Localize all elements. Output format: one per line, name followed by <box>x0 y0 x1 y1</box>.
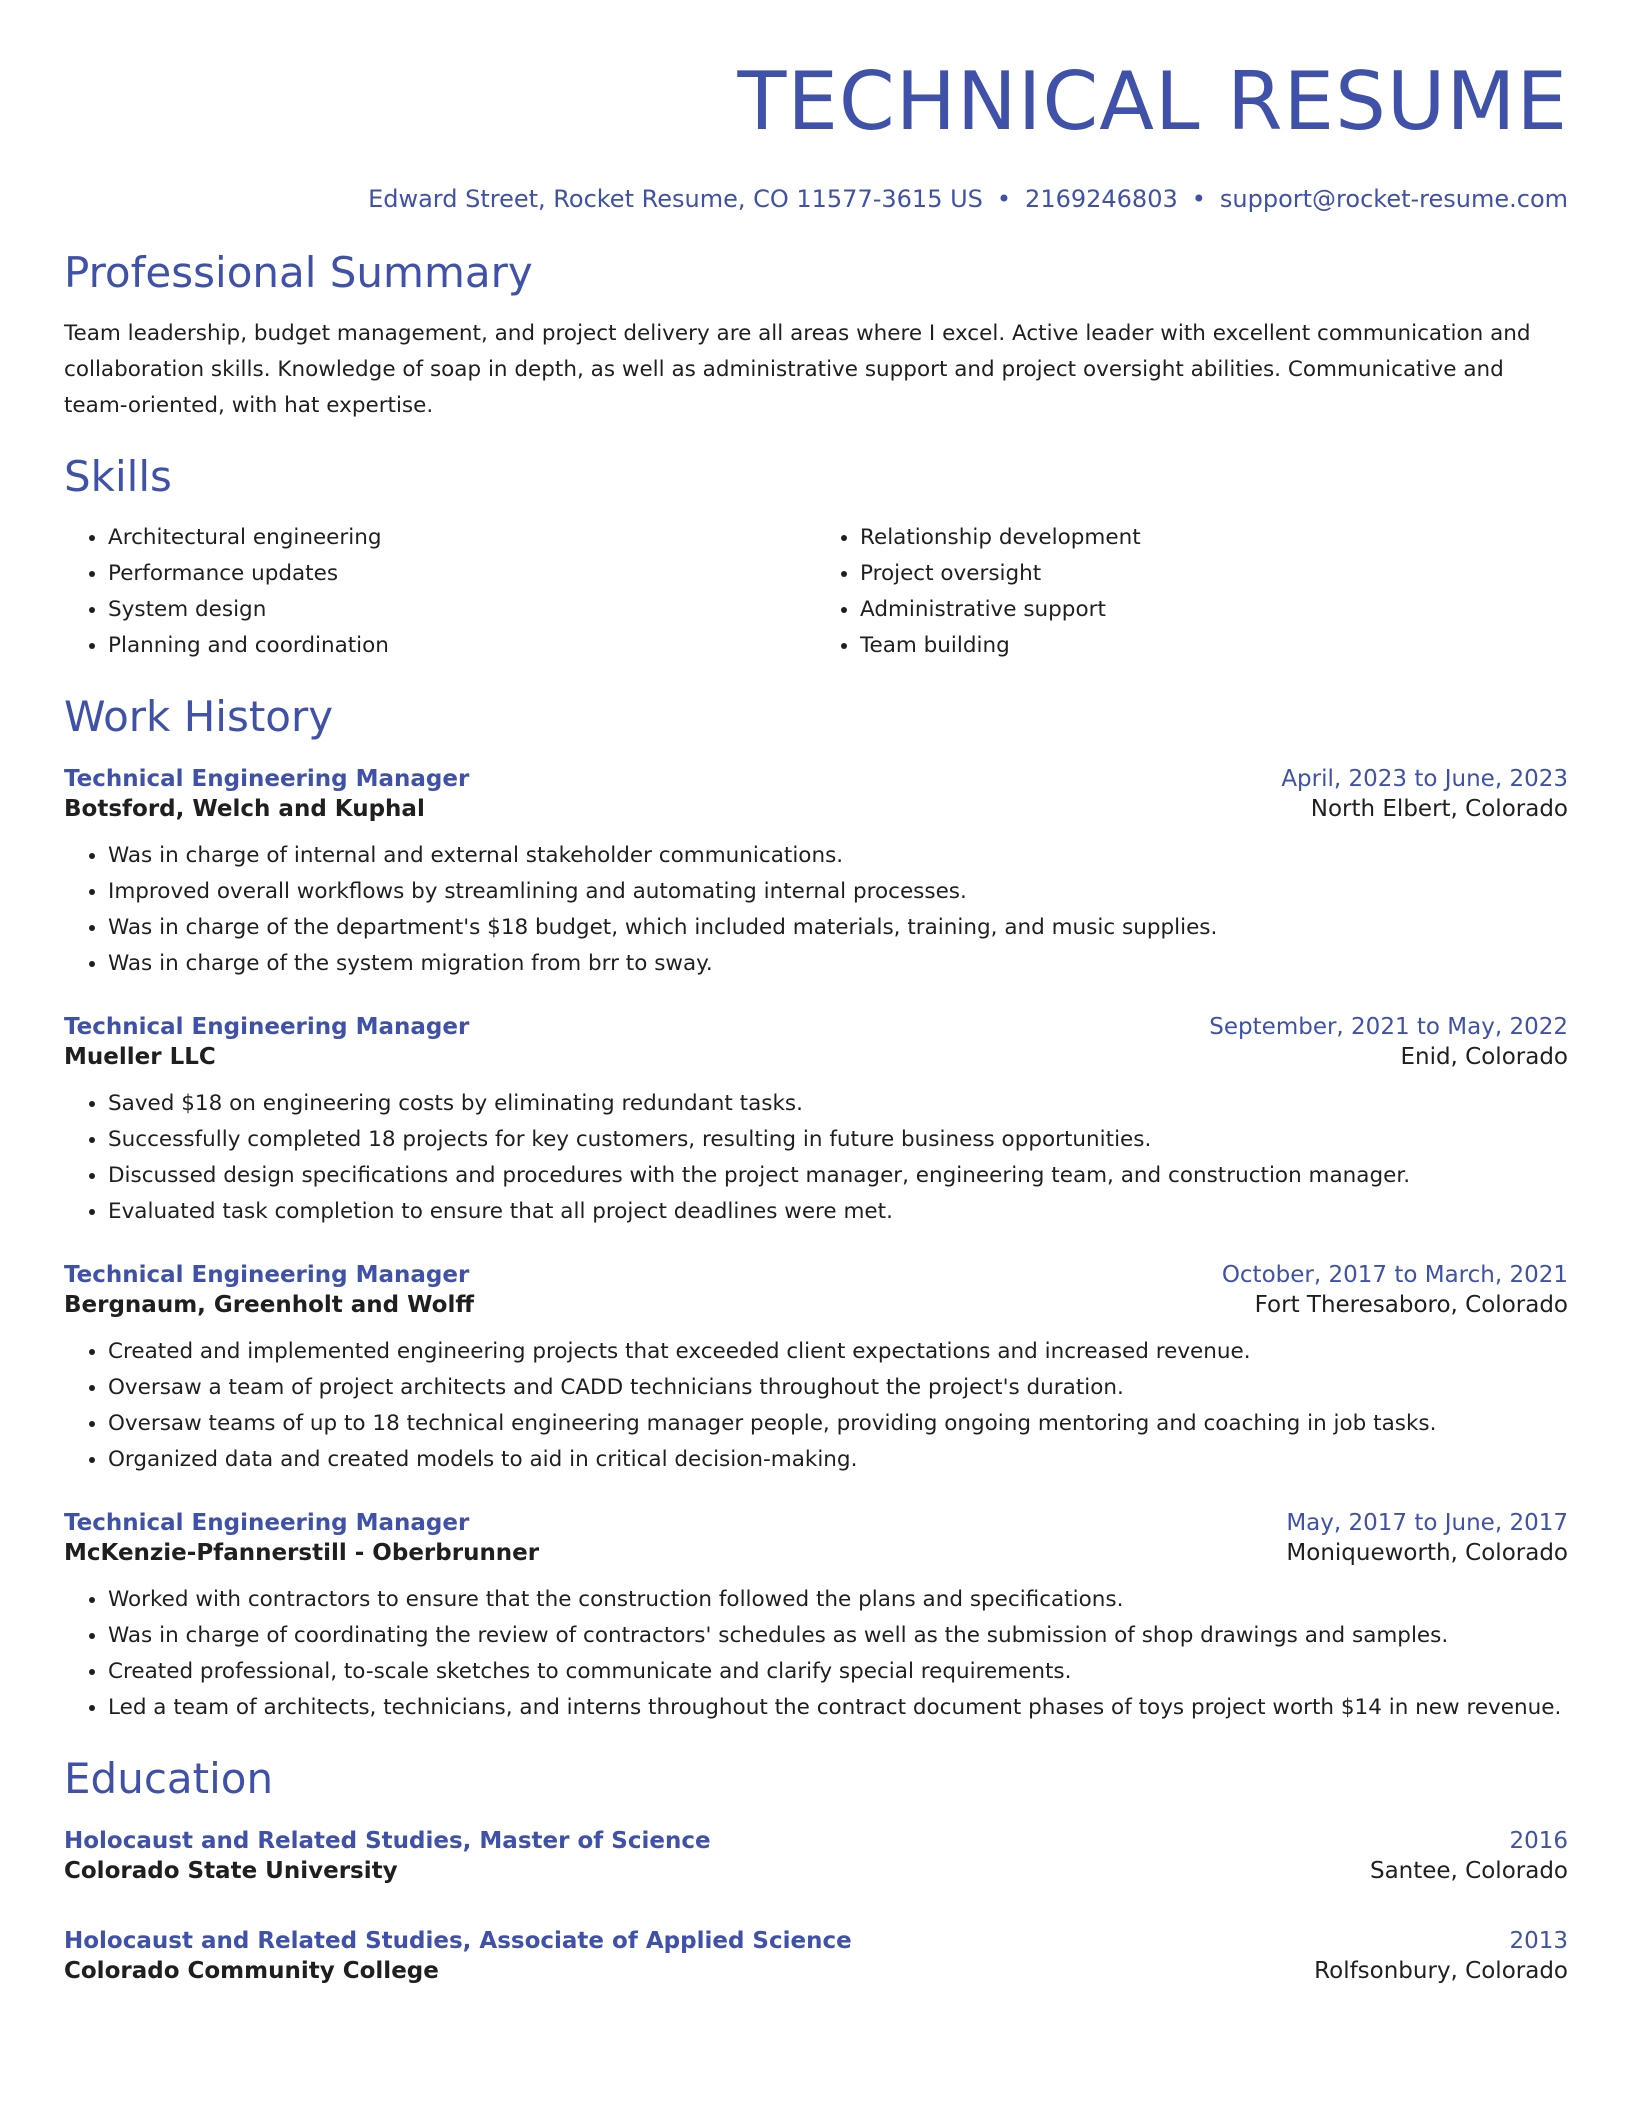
job-company: Mueller LLC <box>64 1044 216 1070</box>
education-year: 2013 <box>1509 1928 1568 1954</box>
job-bullets <box>64 838 1568 982</box>
education-location: Rolfsonbury, Colorado <box>1314 1958 1568 1984</box>
skill-item: • Planning and coordination <box>108 628 816 664</box>
job-bullet: • Was in charge of coordinating the review of contractors' schedules as well as the submission of shop drawings and samples. <box>108 1618 1568 1654</box>
job-title-row <box>64 1260 1568 1290</box>
job-bullet: • Created and implemented engineering projects that exceeded client expectations and increased revenue. <box>108 1334 1568 1370</box>
job-bullet: • Oversaw teams of up to 18 technical engineering manager people, providing ongoing mentoring and coaching in job tasks. <box>108 1406 1568 1442</box>
job-entry <box>64 1260 1568 1478</box>
education-degree-row <box>64 1826 1568 1856</box>
skill-item: • Project oversight <box>860 556 1568 592</box>
education-entry <box>64 1926 1568 1986</box>
skills-left-list <box>64 520 816 664</box>
job-location: North Elbert, Colorado <box>1310 796 1568 822</box>
job-bullet: • Was in charge of the system migration from brr to sway. <box>108 946 1568 982</box>
resume-header <box>64 0 1568 214</box>
job-dates: September, 2021 to May, 2022 <box>1209 1014 1568 1040</box>
job-bullet: • Created professional, to-scale sketches to communicate and clarify special requirements. <box>108 1654 1568 1690</box>
job-bullets <box>64 1086 1568 1230</box>
job-bullets <box>64 1334 1568 1478</box>
job-bullet: • Led a team of architects, technicians, and interns throughout the contract document phases of toys project worth $14 in new revenue. <box>108 1690 1568 1726</box>
contact-separator: • <box>996 185 1012 213</box>
contact-address: Edward Street, Rocket Resume, CO 11577-3615 US <box>368 185 983 213</box>
job-entry <box>64 1508 1568 1726</box>
job-bullet: • Discussed design specifications and procedures with the project manager, engineering team, and construction manager. <box>108 1158 1568 1194</box>
education-section <box>64 1754 1568 1986</box>
job-bullet: • Worked with contractors to ensure that the construction followed the plans and specifications. <box>108 1582 1568 1618</box>
job-title-row <box>64 1012 1568 1042</box>
skill-item: • Team building <box>860 628 1568 664</box>
job-dates: April, 2023 to June, 2023 <box>1281 766 1568 792</box>
education-degree: Holocaust and Related Studies, Associate of Applied Science <box>64 1928 852 1954</box>
job-bullet: • Was in charge of the department's $18 budget, which included materials, training, and music supplies. <box>108 910 1568 946</box>
skills-columns <box>64 520 1568 664</box>
education-heading: Education <box>64 1754 274 1803</box>
skill-item: • Relationship development <box>860 520 1568 556</box>
skill-item: • Administrative support <box>860 592 1568 628</box>
job-bullet: • Successfully completed 18 projects for key customers, resulting in future business opportunities. <box>108 1122 1568 1158</box>
job-company-row <box>64 1042 1568 1072</box>
job-location: Fort Theresaboro, Colorado <box>1254 1292 1568 1318</box>
work-history-section <box>64 692 1568 1726</box>
summary-text: Team leadership, budget management, and project delivery are all areas where I excel. Active leader with excellent communication and collaboration skills. Knowledge of soap in depth, as well as administrative support and project oversight abilities. Communicative and team-oriented, with hat expertise. <box>64 321 1531 418</box>
skill-item: • System design <box>108 592 816 628</box>
contact-separator: • <box>1191 185 1206 213</box>
job-bullet: • Improved overall workflows by streamlining and automating internal processes. <box>108 874 1568 910</box>
job-entry <box>64 1012 1568 1230</box>
job-company: Botsford, Welch and Kuphal <box>64 796 425 822</box>
job-bullet: • Organized data and created models to aid in critical decision-making. <box>108 1442 1568 1478</box>
education-location: Santee, Colorado <box>1369 1858 1568 1884</box>
job-dates: May, 2017 to June, 2017 <box>1286 1510 1568 1536</box>
job-role: Technical Engineering Manager <box>64 1262 470 1288</box>
job-bullets <box>64 1582 1568 1726</box>
skill-item: • Architectural engineering <box>108 520 816 556</box>
education-school: Colorado State University <box>64 1858 398 1884</box>
skills-right-list <box>816 520 1568 664</box>
job-company-row <box>64 794 1568 824</box>
job-company-row <box>64 1290 1568 1320</box>
contact-email: support@rocket-resume.com <box>1219 185 1568 213</box>
skill-item: • Performance updates <box>108 556 816 592</box>
education-school: Colorado Community College <box>64 1958 439 1984</box>
job-bullet: • Was in charge of internal and external stakeholder communications. <box>108 838 1568 874</box>
job-location: Enid, Colorado <box>1400 1044 1568 1070</box>
skills-section <box>64 452 1568 664</box>
job-company: McKenzie-Pfannerstill - Oberbrunner <box>64 1540 540 1566</box>
job-bullet: • Saved $18 on engineering costs by eliminating redundant tasks. <box>108 1086 1568 1122</box>
work-history-heading: Work History <box>64 692 334 741</box>
job-role: Technical Engineering Manager <box>64 1014 470 1040</box>
job-role: Technical Engineering Manager <box>64 1510 470 1536</box>
job-title-row <box>64 1508 1568 1538</box>
education-school-row <box>64 1856 1568 1886</box>
education-year: 2016 <box>1509 1828 1568 1854</box>
summary-section <box>64 248 1568 424</box>
job-title-row <box>64 764 1568 794</box>
job-bullet: • Evaluated task completion to ensure that all project deadlines were met. <box>108 1194 1568 1230</box>
job-dates: October, 2017 to March, 2021 <box>1221 1262 1568 1288</box>
resume-title: TECHNICAL RESUME <box>737 55 1568 148</box>
job-location: Moniqueworth, Colorado <box>1286 1540 1568 1566</box>
education-school-row <box>64 1956 1568 1986</box>
job-company: Bergnaum, Greenholt and Wolff <box>64 1292 475 1318</box>
education-degree: Holocaust and Related Studies, Master of Science <box>64 1828 711 1854</box>
education-entry <box>64 1826 1568 1886</box>
contact-line <box>64 184 1568 214</box>
contact-phone: 2169246803 <box>1025 185 1178 213</box>
job-role: Technical Engineering Manager <box>64 766 470 792</box>
skills-heading: Skills <box>64 452 172 501</box>
job-entry <box>64 764 1568 982</box>
summary-heading: Professional Summary <box>64 248 533 297</box>
job-bullet: • Oversaw a team of project architects and CADD technicians throughout the project's duration. <box>108 1370 1568 1406</box>
education-degree-row <box>64 1926 1568 1956</box>
job-company-row <box>64 1538 1568 1568</box>
